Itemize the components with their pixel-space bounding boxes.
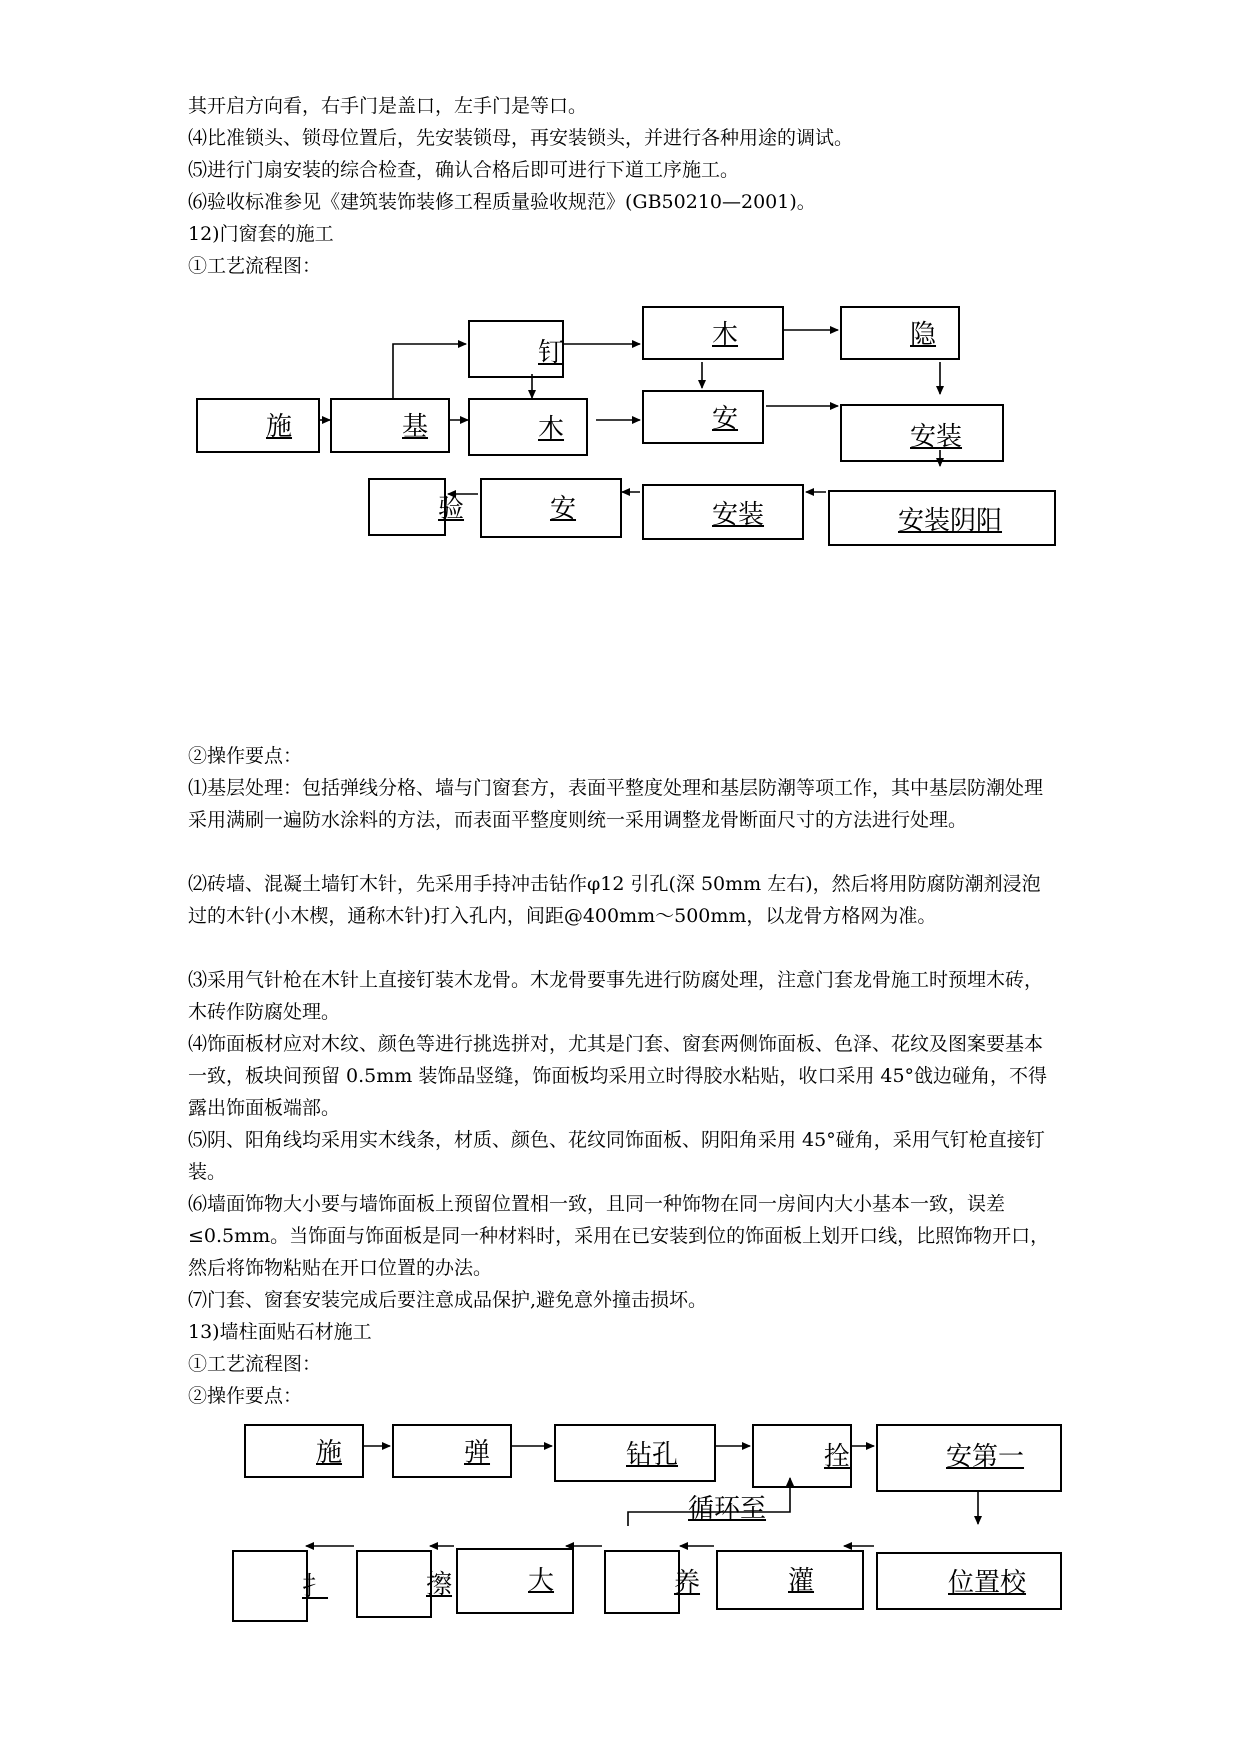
text-paragraph: ⑶采用气针枪在木针上直接钉装木龙骨。木龙骨要事先进行防腐处理，注意门套龙骨施工时预埋木砖，木砖作防腐处理。 [188, 969, 1044, 1023]
flow2-node-9: 大 [456, 1548, 574, 1614]
flow2-node-8: 养 [604, 1550, 680, 1614]
flow2-node-2: 弹 [392, 1424, 512, 1478]
flow2-node-10: 擦 [356, 1550, 432, 1618]
flow-node-11: 安 [480, 478, 622, 538]
flow2-node-6: 位置校 [876, 1552, 1062, 1610]
flow-node-8: 安装 [840, 404, 1004, 462]
flow-node-5: 木 [642, 306, 784, 360]
section-heading: 13)墙柱面贴石材施工 [188, 1321, 372, 1343]
flow2-node-3: 钻孔 [554, 1424, 716, 1482]
text-line: 其开启方向看，右手门是盖口，左手门是等口。 [188, 95, 588, 117]
flow-node-7: 隐 [840, 306, 960, 360]
section-heading: 12)门窗套的施工 [188, 223, 334, 245]
flow-node-12: 验 [368, 478, 446, 536]
flow-node-4: 木 [468, 398, 588, 456]
flow2-node-7: 灌 [716, 1550, 864, 1610]
flow-node-9: 安装阴阳 [828, 490, 1056, 546]
flow2-node-1: 施 [244, 1424, 364, 1478]
subheading: ②操作要点： [188, 745, 303, 767]
text-paragraph: ⑸阴、阳角线均采用实木线条，材质、颜色、花纹同饰面板、阴阳角采用 45°碰角，采用气钉枪直接钉装。 [188, 1129, 1045, 1183]
text-paragraph: ⑹墙面饰物大小要与墙饰面板上预留位置相一致，且同一种饰物在同一房间内大小基本一致，误差≤0.5mm。当饰面与饰面板是同一种材料时，采用在已安装到位的饰面板上划开口线，比照饰物开口，然后将饰物粘贴在开口位置的办法。 [188, 1193, 1050, 1279]
text-paragraph: ⑷饰面板材应对木纹、颜色等进行挑选拼对，尤其是门套、窗套两侧饰面板、色泽、花纹及图案要基本一致，板块间预留 0.5mm 装饰品竖缝，饰面板均采用立时得胶水粘贴，收口采用 45°戗边碰角，不得露出饰面板端部。 [188, 1033, 1048, 1119]
text-line: ⑸进行门扇安装的综合检查，确认合格后即可进行下道工序施工。 [188, 159, 740, 181]
text-line: ⑷比准锁头、锁母位置后，先安装锁母，再安装锁头，并进行各种用途的调试。 [188, 127, 854, 149]
text-paragraph: ⑴基层处理：包括弹线分格、墙与门窗套方，表面平整度处理和基层防潮等项工作，其中基层防潮处理采用满刷一遍防水涂料的方法，而表面平整度则统一采用调整龙骨断面尺寸的方法进行处理。 [188, 777, 1044, 831]
flow-node-3: 钉 [468, 320, 564, 378]
subheading: ①工艺流程图： [188, 255, 322, 277]
subheading: ②操作要点： [188, 1385, 303, 1407]
flow2-node-11: 扌 [232, 1550, 308, 1622]
flow-node-6: 安 [642, 390, 764, 444]
flow-node-1: 施 [196, 398, 320, 453]
subheading: ①工艺流程图： [188, 1353, 322, 1375]
text-paragraph: ⑵砖墙、混凝土墙钉木针，先采用手持冲击钻作φ12 引孔(深 50mm 左右)，然后将用防腐防潮剂浸泡过的木针(小木楔，通称木针)打入孔内，间距@400mm～500mm，以龙骨方格网为准。 [188, 873, 1041, 927]
flow-node-10: 安装 [642, 484, 804, 540]
text-line: ⑹验收标准参见《建筑装饰装修工程质量验收规范》(GB50210—2001)。 [188, 191, 816, 213]
loop-label: 循环至 [688, 1494, 767, 1524]
flow-node-2: 基 [330, 398, 450, 453]
text-line: ⑺门套、窗套安装完成后要注意成品保护,避免意外撞击损坏。 [188, 1289, 708, 1311]
flow2-node-4: 拴 [752, 1424, 852, 1488]
flow2-node-5: 安第一 [876, 1424, 1062, 1492]
